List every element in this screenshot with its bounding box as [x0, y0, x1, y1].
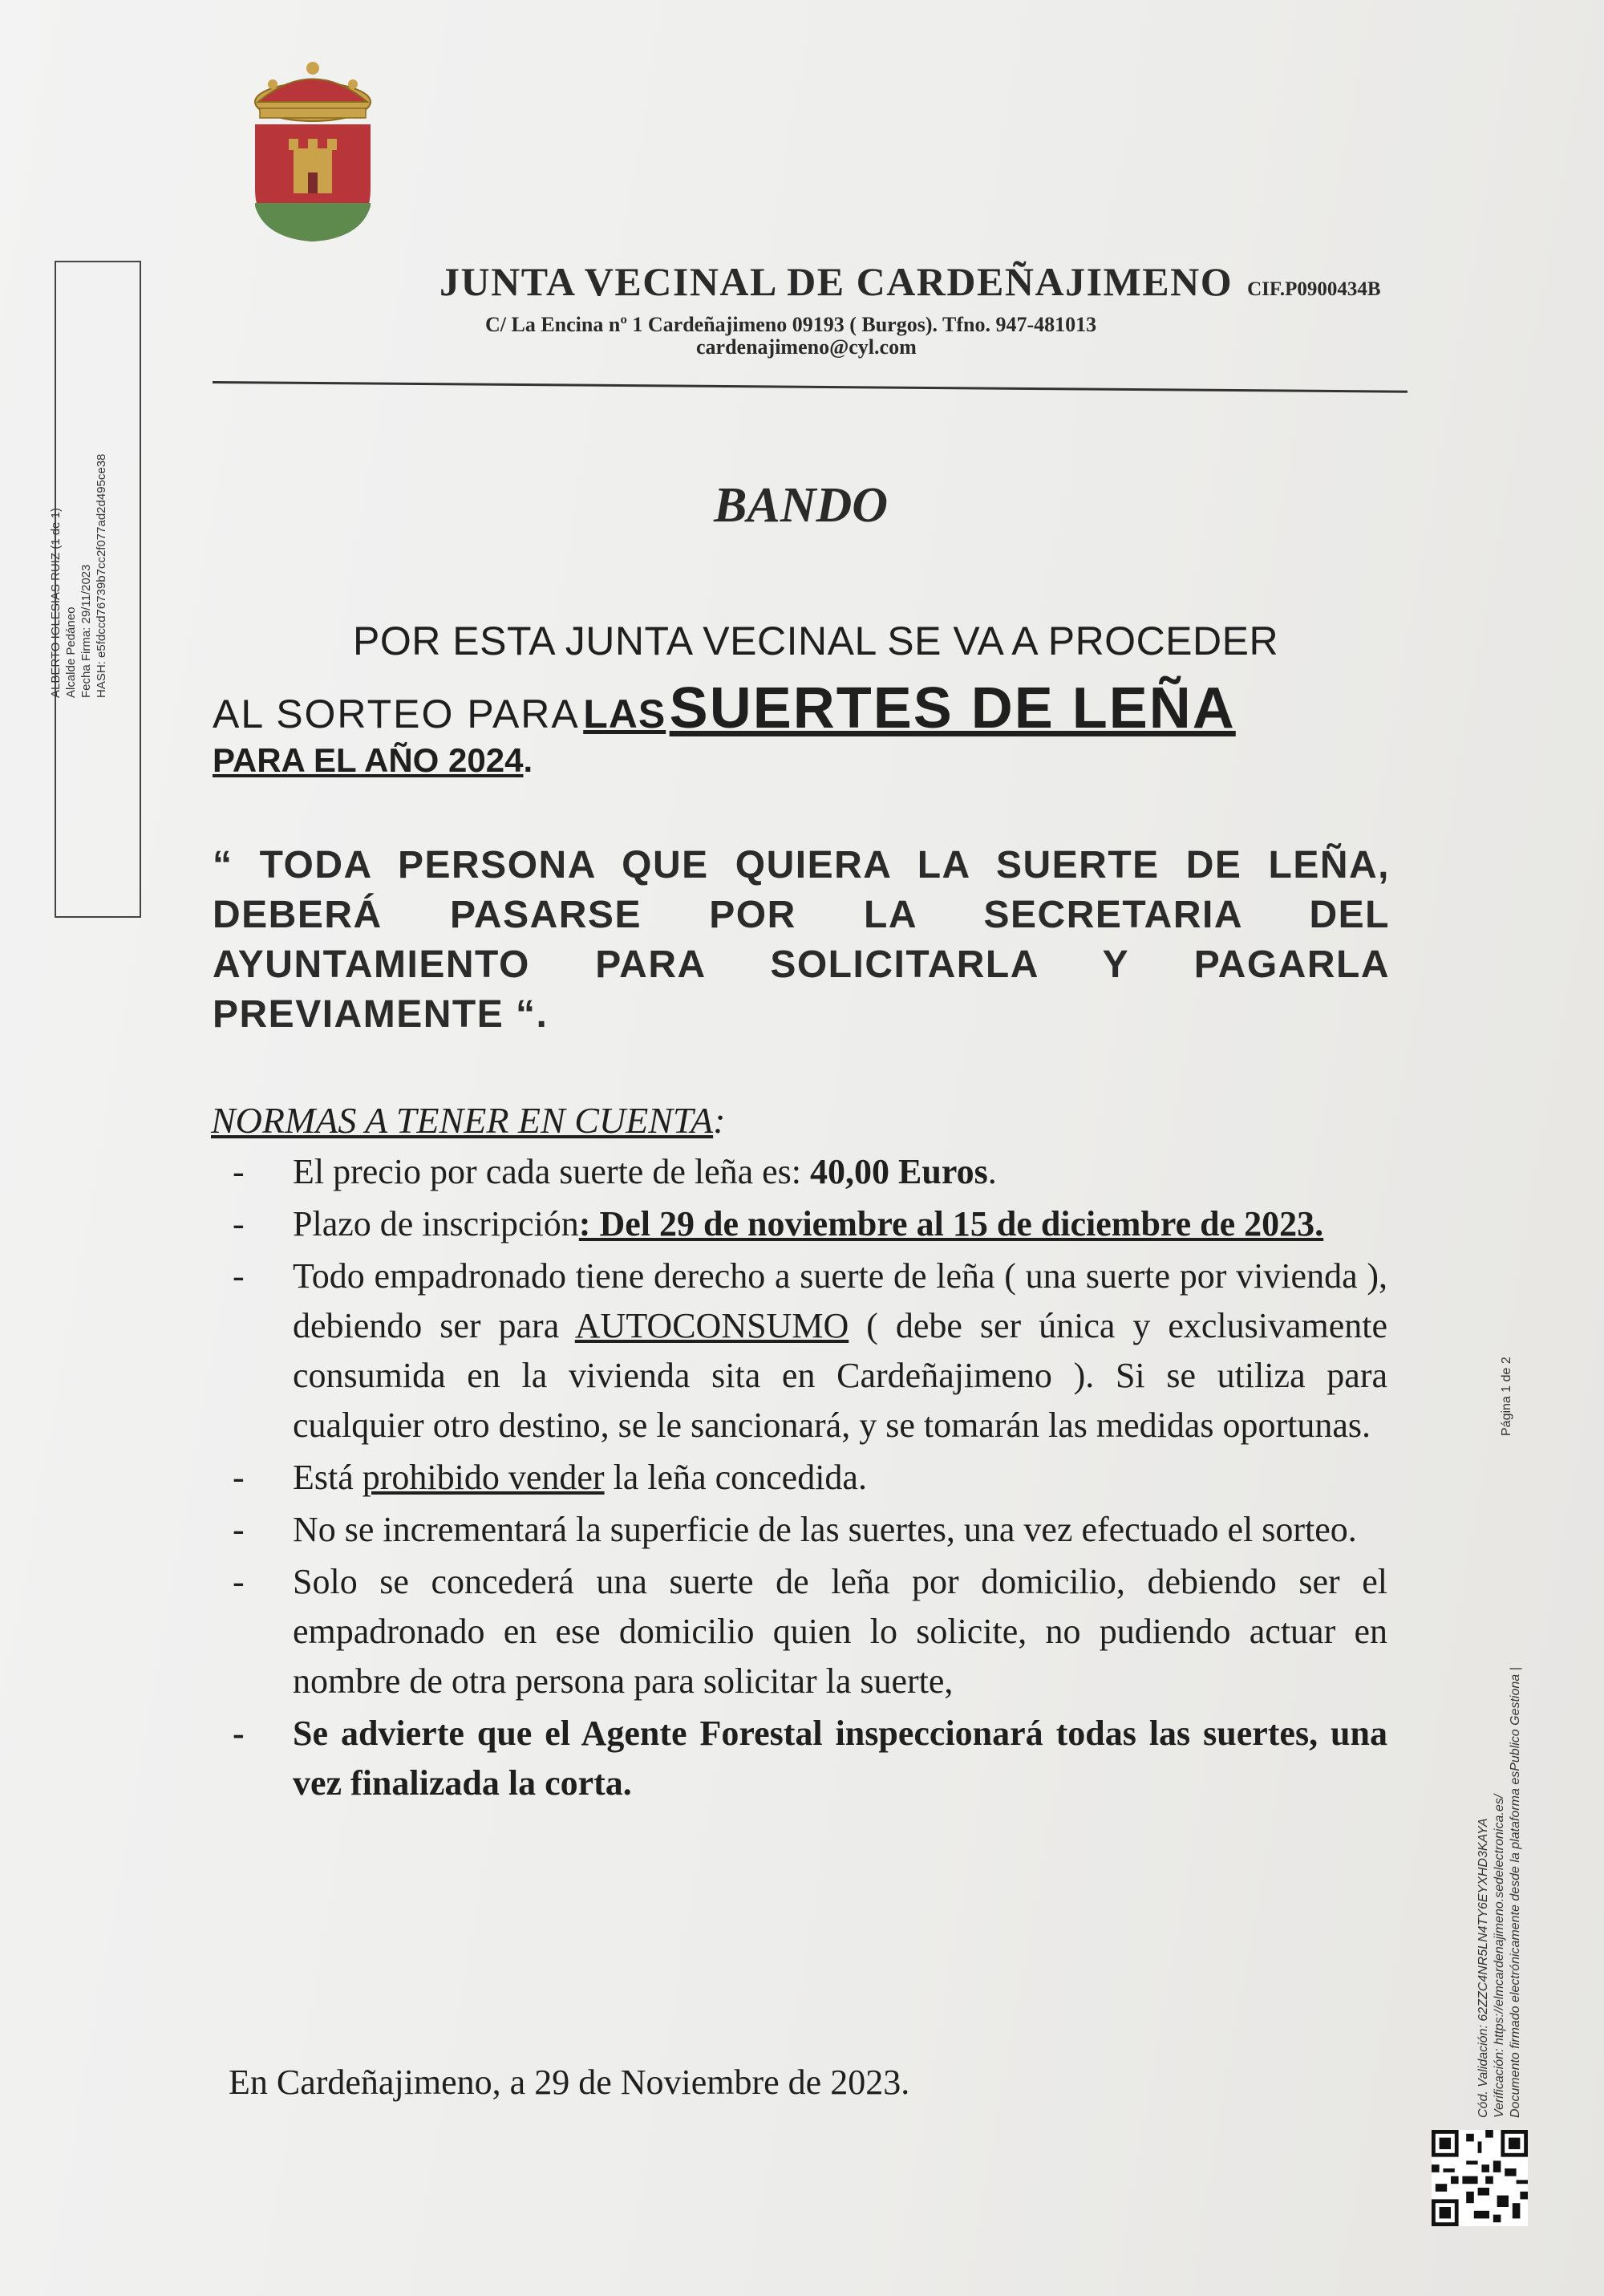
norm-item-surface: [233, 1505, 1387, 1555]
organization-email: cardenajimeno@cyl.com: [696, 335, 917, 359]
validation-code: Cód. Validación: 62ZZC4NR5LN4TY6EYXHD3KAYA: [1476, 1818, 1490, 2118]
norm-item-inspection: [233, 1709, 1387, 1808]
intro-prefix: AL SORTEO PARA: [213, 692, 580, 736]
validation-text: [1476, 1428, 1524, 2118]
norm-item-domicile: [233, 1557, 1387, 1706]
closing-place-date: En Cardeñajimeno, a 29 de Noviembre de 2023.: [229, 2063, 910, 2102]
intro-headline: SUERTES DE LEÑA: [669, 676, 1236, 740]
qr-code-icon: [1432, 2130, 1528, 2226]
validation-platform: Documento firmado electrónicamente desde la plataforma esPublico Gestiona |: [1509, 1667, 1522, 2118]
norm-text: Todo empadronado tiene derecho a suerte de leña ( una suerte por vivienda ), debiendo ser para: [293, 1256, 1387, 1345]
bullet-dash: -: [233, 1256, 245, 1296]
intro-las: LAS: [583, 692, 666, 736]
norm-text: Se advierte que el Agente Forestal inspeccionará todas las suertes, una vez finalizada la corta.: [293, 1714, 1387, 1803]
notice-quote: “ TODA PERSONA QUE QUIERA LA SUERTE DE LEÑA, DEBERÁ PASARSE POR LA SECRETARIA DEL AYUNTAMIENTO PARA SOLICITARLA Y PAGARLA PREVIAMENTE “.: [213, 844, 1390, 1036]
norm-text: Solo se concederá una suerte de leña por domicilio, debiendo ser el empadronado en ese domicilio quien lo solicite, no pudiendo actuar en nombre de otra persona para solicitar la suerte,: [293, 1562, 1387, 1701]
organization-address: C/ La Encina nº 1 Cardeñajimeno 09193 ( Burgos). Tfno. 947-481013: [485, 313, 1097, 336]
norm-text: la leña concedida.: [604, 1458, 867, 1497]
norm-item-deadline: [233, 1199, 1387, 1249]
signature-date: Fecha Firma: 29/11/2023: [79, 564, 93, 698]
signature-hash: HASH: e5fdccd76739b7cc2f077ad2d495ce38: [95, 453, 108, 698]
intro-year: PARA EL AÑO 2024: [213, 741, 524, 779]
bullet-dash: -: [233, 1152, 245, 1191]
norm-item-no-sale: [233, 1453, 1387, 1503]
header-divider: [213, 381, 1408, 393]
norm-autoconsumo: AUTOCONSUMO: [574, 1306, 849, 1345]
signature-role: Alcalde Pedáneo: [64, 606, 78, 698]
norms-heading: [211, 1099, 725, 1142]
organization-cif: CIF.P0900434B: [1247, 278, 1381, 300]
norms-heading-colon: :: [713, 1100, 726, 1141]
coat-of-arms-logo: [241, 60, 385, 245]
organization-name: JUNTA VECINAL DE CARDEÑAJIMENO: [439, 259, 1233, 304]
bullet-dash: -: [233, 1714, 245, 1753]
header-organization: [439, 258, 1402, 305]
document-title: BANDO: [714, 478, 889, 533]
norm-item-price: [233, 1147, 1387, 1197]
norm-deadline: : Del 29 de noviembre al 15 de diciembre de 2023.: [578, 1204, 1324, 1243]
norm-prohibited: prohibido vender: [362, 1458, 605, 1497]
norm-item-right: [233, 1251, 1387, 1450]
bullet-dash: -: [233, 1204, 245, 1243]
bullet-dash: -: [233, 1458, 245, 1497]
bullet-dash: -: [233, 1562, 245, 1601]
norm-text: Plazo de inscripción: [293, 1204, 579, 1243]
norms-list: [233, 1147, 1387, 1811]
intro-line-3: [213, 741, 533, 780]
norm-price: 40,00 Euros: [810, 1152, 988, 1191]
norm-text: El precio por cada suerte de leña es:: [293, 1152, 811, 1191]
signature-signer: ALBERTO IGLESIAS RUIZ (1 de 1): [49, 507, 63, 698]
page-number: Página 1 de 2: [1500, 1357, 1513, 1436]
norm-end: .: [987, 1152, 997, 1191]
intro-line-2: [213, 675, 1399, 741]
signature-stamp-text: [48, 249, 109, 698]
norm-text: No se incrementará la superficie de las suertes, una vez efectuado el sorteo.: [293, 1510, 1357, 1549]
norm-text: Está: [293, 1458, 363, 1497]
bullet-dash: -: [233, 1510, 245, 1549]
validation-url: Verificación: https://elmcardenajimeno.sedelectronica.es/: [1493, 1794, 1506, 2118]
intro-line-1: POR ESTA JUNTA VECINAL SE VA A PROCEDER: [353, 619, 1279, 663]
norms-heading-text: NORMAS A TENER EN CUENTA: [211, 1100, 714, 1141]
intro-period: .: [523, 741, 533, 779]
norm-text: ( debe ser única y exclusivamente consumida en la vivienda sita en Cardeñajimeno ). Si se utiliza para cualquier otro destino, se le sancionará, y se tomarán las medidas oportunas.: [293, 1306, 1388, 1445]
